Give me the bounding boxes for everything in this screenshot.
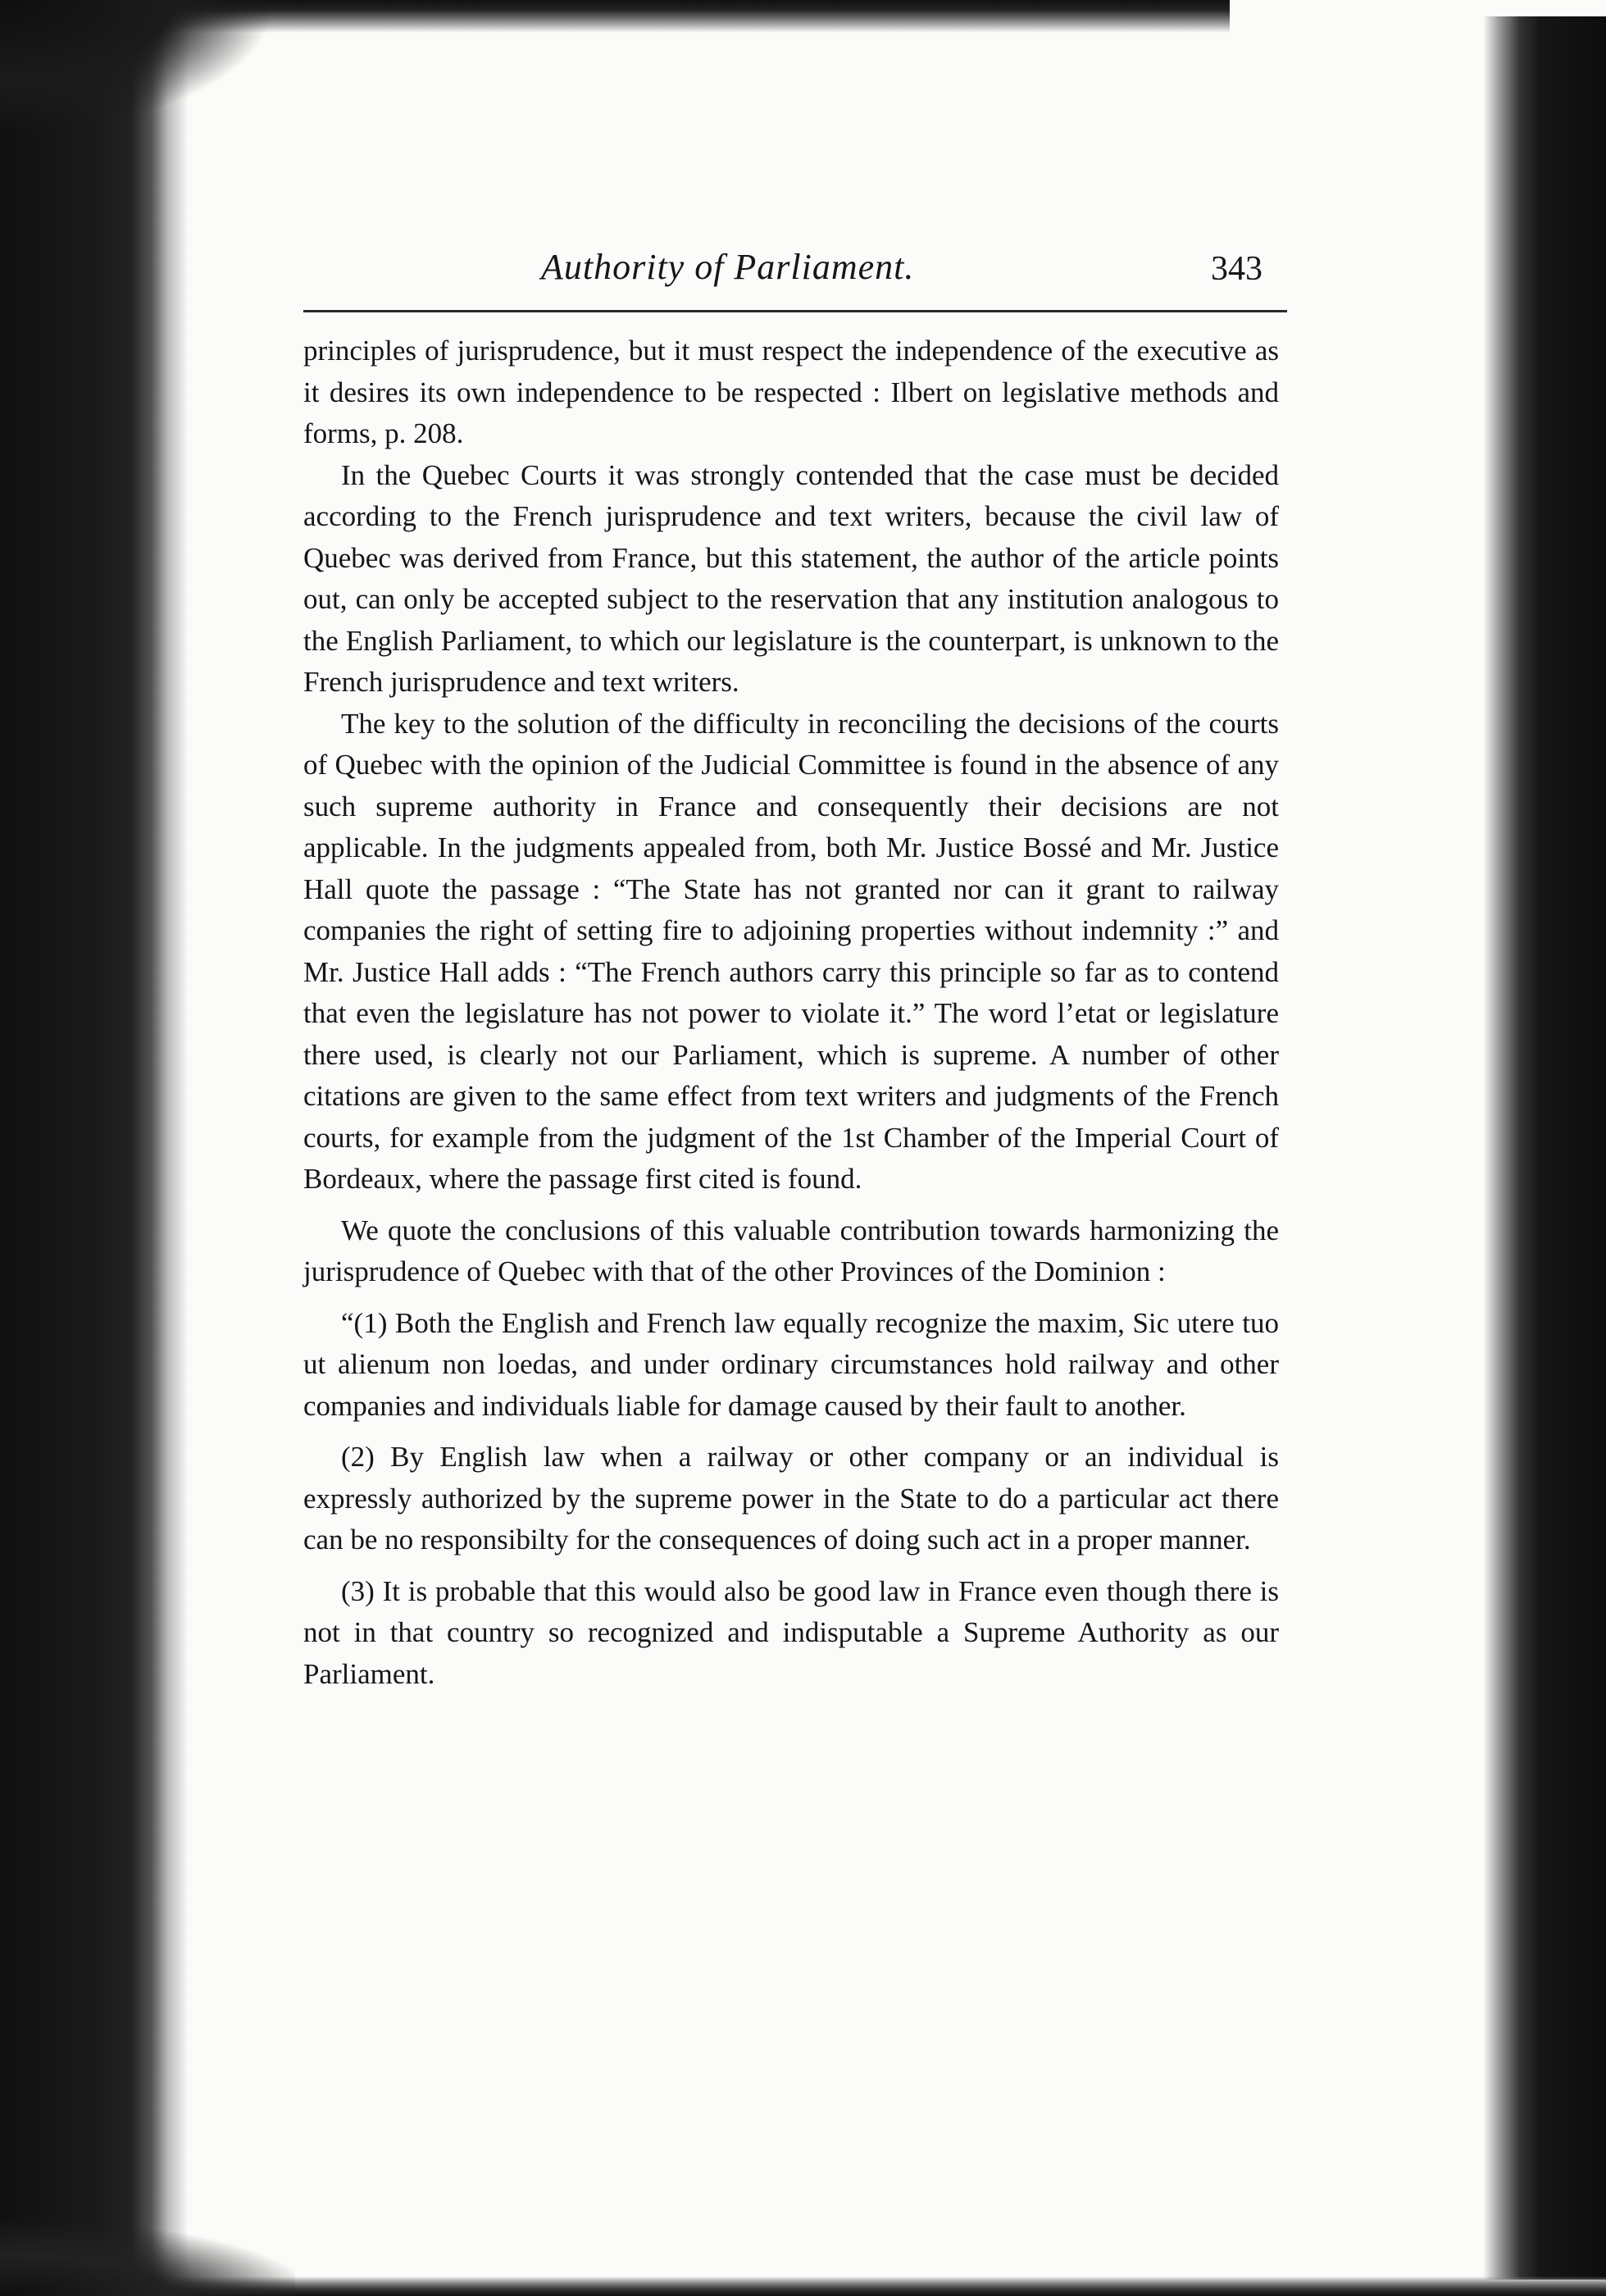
- book-page: [303, 246, 1279, 1695]
- paragraph-continued: principles of jurisprudence, but it must respect the independence of the executive as it desires its own independence to be respected : Ilbert on legislative methods and forms, p. 208.: [303, 335, 1279, 449]
- paragraph-conclusions-intro: We quote the conclusions of this valuable contribution towards harmonizing the jurisprudence of Quebec with that of the other Provinces of the Dominion :: [303, 1214, 1279, 1287]
- conclusion-3: (3) It is probable that this would also be good law in France even though there is not in that country so recognized and indisputable a Supreme Authority as our Parliament.: [303, 1574, 1279, 1690]
- scan-corner-bottom-left: [0, 2222, 295, 2296]
- paragraph-key-to-solution: The key to the solution of the difficulty in reconciling the decisions of the courts of Quebec with the opinion of the Judicial Committee is found in the absence of any such supreme authority in France and consequently their decisions are not applicable. In the judgments appealed from, both Mr. Justice Bossé and Mr. Justice Hall quote the passage : “The State has not granted nor can it grant to railway companies the right of setting fire to adjoining properties without indemnity :” and Mr. Justice Hall adds : “The French authors carry this principle so far as to contend that even the legislature has not power to violate it.” The word l’etat or legislature there used, is clearly not our Parliament, which is supreme. A number of other citations are given to the same effect from text writers and judgments of the French courts, for example from the judgment of the 1st Chamber of the Imperial Court of Bordeaux, where the passage first cited is found.: [303, 707, 1279, 1195]
- scan-shadow-left: [0, 0, 189, 2296]
- running-title: Authority of Parliament.: [541, 247, 915, 287]
- conclusion-2: (2) By English law when a railway or other company or an individual is expressly authorized by the supreme power in the State to do a particular act there can be no responsibilty for the consequences of doing such act in a proper manner.: [303, 1441, 1279, 1556]
- scan-shadow-right: [1483, 16, 1606, 2280]
- conclusion-1: “(1) Both the English and French law equally recognize the maxim, Sic utere tuo ut alienum non loedas, and under ordinary circumstances hold railway and other companies and individuals liable for damage caused by their fault to another.: [303, 1306, 1279, 1422]
- page-number: 343: [1211, 250, 1263, 288]
- header-rule: [303, 310, 1287, 312]
- paragraph-quebec-courts: In the Quebec Courts it was strongly contended that the case must be decided according to the French jurisprudence and text writers, because the civil law of Quebec was derived from France, but this statement, the author of the article points out, can only be accepted subject to the reservation that any institution analogous to the English Parliament, to which our legislature is the counterpart, is unknown to the French jurisprudence and text writers.: [303, 458, 1279, 698]
- page-header: [303, 246, 1279, 305]
- scan-corner-top-left: [0, 0, 271, 131]
